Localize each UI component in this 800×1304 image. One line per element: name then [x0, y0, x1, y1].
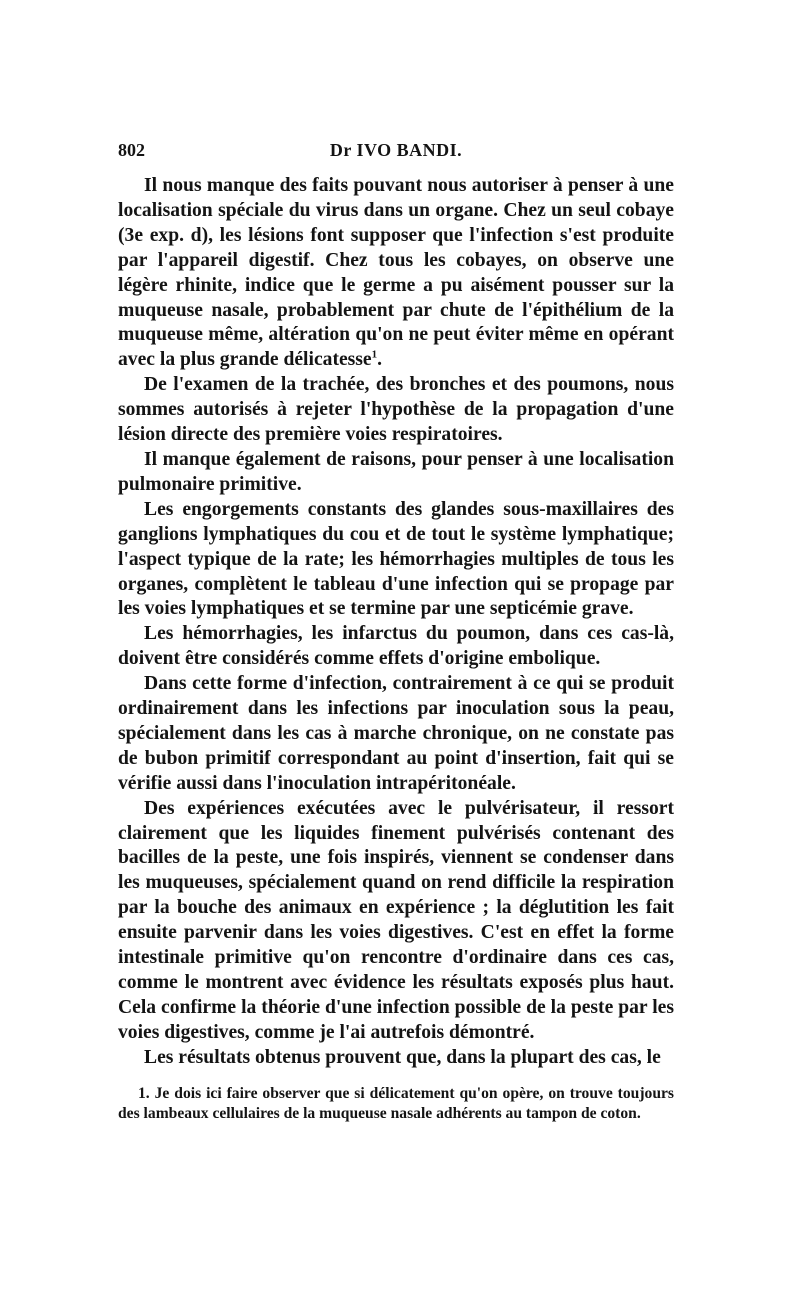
footnote-reference: 1	[371, 348, 378, 361]
paragraph: Les résultats obtenus prouvent que, dans la plupart des cas, le	[144, 1046, 661, 1068]
paragraph-end: .	[377, 349, 383, 371]
paragraph: De l'examen de la trachée, des bronches et des poumons, nous sommes autorisés à rejeter l'hypothèse de la propagation d'une lésion directe des première voies respiratoires.	[118, 374, 674, 446]
paragraph-text: Il nous manque des faits pouvant nous autoriser à penser à une localisation spéciale du virus dans un organe. Chez un seul cobaye (3e exp. d), les lésions font supposer que l'infection s'est produite par l'appareil digestif. Chez tous les cobayes, on observe une légère rhinite, indice que le germe a pu aisément pousser sur la muqueuse nasale, probablement par chute de l'épithélium de la muqueuse même, altération qu'on ne peut éviter même en opérant avec la plus grande délicatesse	[118, 175, 674, 371]
paragraph: Les hémorrhagies, les infarctus du poumon, dans ces cas-là, doivent être considérés comme effets d'origine embolique.	[118, 623, 674, 670]
running-head: Dr IVO BANDI.	[329, 140, 463, 160]
paragraph	[118, 174, 674, 373]
paragraph: Des expériences exécutées avec le pulvérisateur, il ressort clairement que les liquides finement pulvérisés contenant des bacilles de la peste, une fois inspirés, viennent se condenser dans les muqueuses, spécialement quand on rend difficile la respiration par la bouche des animaux en expérience ; la déglutition les fait ensuite parvenir dans les voies digestives. C'est en effet la forme intestinale primitive qu'on rencontre d'ordinaire dans ces cas, comme le montrent avec évidence les résultats exposés plus haut. Cela confirme la théorie d'une infection possible de la peste par les voies digestives, comme je l'ai autrefois démontré.	[118, 797, 674, 1043]
paragraph: Dans cette forme d'infection, contrairement à ce qui se produit ordinairement dans les infections par inoculation sous la peau, spécialement dans les cas à marche chronique, on ne constate pas de bubon primitif correspondant au point d'insertion, fait qui se vérifie aussi dans l'inoculation intrapéritonéale.	[118, 673, 674, 794]
footnote-text: 1. Je dois ici faire observer que si délicatement qu'on opère, on trouve toujours des lambeaux cellulaires de la muqueuse nasale adhérents au tampon de coton.	[118, 1085, 674, 1122]
page-header	[118, 140, 674, 170]
paragraph: Il manque également de raisons, pour penser à une localisation pulmonaire primitive.	[118, 448, 674, 495]
paragraph: Les engorgements constants des glandes sous-maxillaires des ganglions lymphatiques du cou et de tout le système lymphatique; l'aspect typique de la rate; les hémorrhagies multiples de tous les organes, complètent le tableau d'une infection qui se propage par les voies lymphatiques et se termine par une septicémie grave.	[118, 498, 674, 620]
page-number: 802	[118, 140, 145, 160]
footnote	[118, 1084, 674, 1123]
body-text	[118, 174, 674, 1071]
